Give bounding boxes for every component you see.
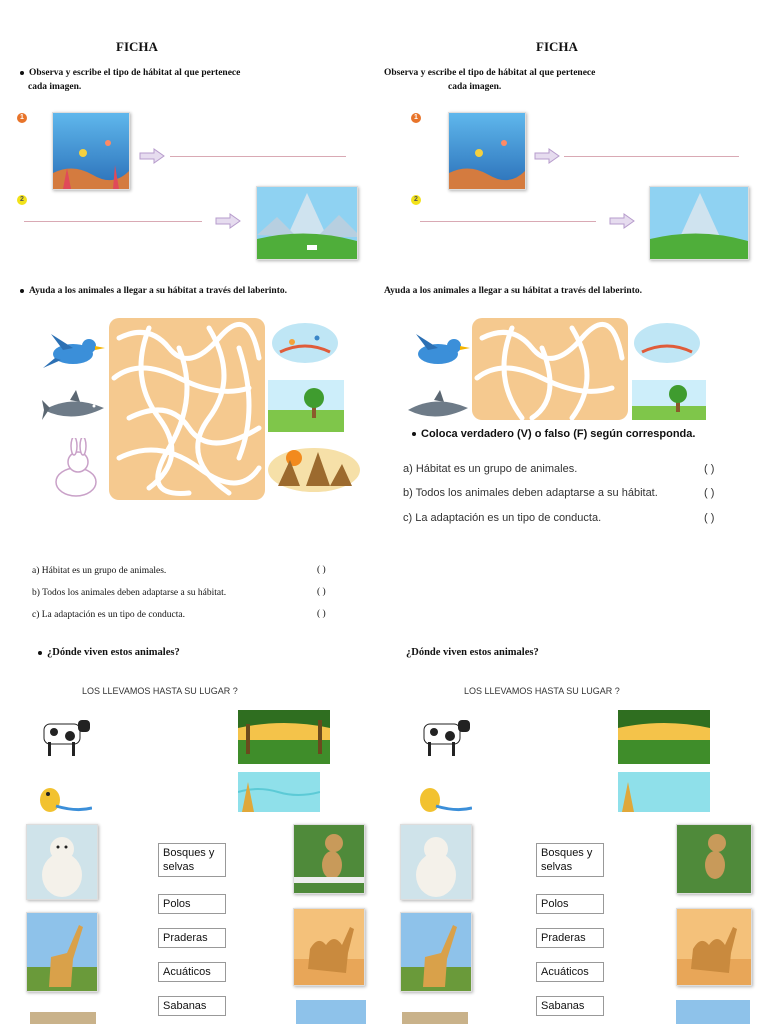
maze[interactable] bbox=[109, 318, 265, 500]
number-badge-2: 2 bbox=[17, 195, 27, 205]
statement-b: b) Todos los animales deben adaptarse a su hábitat. bbox=[403, 487, 658, 499]
instruction-text: Observa y escribe el tipo de hábitat al que pertenece bbox=[29, 68, 241, 78]
write-line[interactable] bbox=[170, 156, 346, 157]
animal-image-partial bbox=[676, 1000, 750, 1024]
polar-bear-image bbox=[26, 824, 98, 900]
bullet-icon bbox=[20, 289, 24, 293]
answer-box-a[interactable]: ( ) bbox=[704, 463, 715, 475]
statement-a: a) Hábitat es un grupo de animales. bbox=[403, 463, 578, 475]
mountain-image bbox=[649, 186, 749, 260]
ocean-habitat-image bbox=[634, 322, 700, 364]
label-polos[interactable]: Polos bbox=[536, 894, 604, 914]
write-line[interactable] bbox=[420, 221, 596, 222]
meadow-image bbox=[268, 380, 344, 432]
number-badge-1: 1 bbox=[411, 113, 421, 123]
number-badge-2: 2 bbox=[411, 195, 421, 205]
ocean-habitat-image bbox=[272, 322, 338, 364]
worksheet-title: FICHA bbox=[116, 39, 158, 54]
label-praderas[interactable]: Praderas bbox=[536, 928, 604, 948]
cow-icon bbox=[38, 712, 92, 760]
label-sabanas[interactable]: Sabanas bbox=[536, 996, 604, 1016]
instruction-maze bbox=[20, 284, 287, 298]
camel-image bbox=[676, 908, 752, 986]
label-polos[interactable]: Polos bbox=[158, 894, 226, 914]
bird-icon bbox=[408, 328, 470, 374]
instruction-text-2: cada imagen. bbox=[28, 82, 82, 92]
maze[interactable] bbox=[472, 318, 628, 420]
bullet-icon bbox=[38, 651, 42, 655]
mountain-image bbox=[256, 186, 358, 260]
statement-c: c) La adaptación es un tipo de conducta. bbox=[32, 610, 185, 620]
forest-image bbox=[238, 710, 330, 764]
desert-image bbox=[268, 442, 360, 492]
water-image bbox=[238, 772, 320, 812]
bullet-icon bbox=[20, 71, 24, 75]
write-line[interactable] bbox=[564, 156, 739, 157]
statement-b: b) Todos los animales deben adaptarse a su hábitat. bbox=[32, 588, 227, 598]
bird-icon bbox=[43, 328, 105, 374]
question-where-live bbox=[38, 646, 180, 660]
instruction-text-2: cada imagen. bbox=[448, 82, 502, 92]
number-badge-1: 1 bbox=[17, 113, 27, 123]
rabbit-icon bbox=[50, 438, 102, 500]
giraffe-image bbox=[26, 912, 98, 992]
forest-image bbox=[618, 710, 710, 764]
parrot-icon bbox=[36, 782, 92, 814]
cow-icon bbox=[418, 712, 472, 760]
monkey-image bbox=[293, 824, 365, 894]
arrow-right-icon bbox=[534, 148, 560, 164]
arrow-right-icon bbox=[609, 213, 635, 229]
parrot-icon bbox=[416, 782, 472, 814]
label-acuaticos[interactable]: Acuáticos bbox=[536, 962, 604, 982]
instruction-text: Coloca verdadero (V) o falso (F) según corresponda. bbox=[421, 428, 696, 440]
instruction-true-false bbox=[412, 428, 695, 440]
instruction-text: Ayuda a los animales a llegar a su hábitat a través del laberinto. bbox=[29, 286, 288, 296]
ocean-image bbox=[52, 112, 130, 190]
monkey-image bbox=[676, 824, 752, 894]
label-praderas[interactable]: Praderas bbox=[158, 928, 226, 948]
label-bosques-y-selvas[interactable]: Bosques y selvas bbox=[158, 843, 226, 877]
answer-box-b[interactable]: ( ) bbox=[317, 587, 326, 597]
instruction-maze: Ayuda a los animales a llegar a su hábitat a través del laberinto. bbox=[384, 286, 643, 296]
polar-bear-image bbox=[400, 824, 472, 900]
instruction-observe bbox=[20, 66, 240, 94]
statement-c: c) La adaptación es un tipo de conducta. bbox=[403, 512, 602, 524]
giraffe-image bbox=[400, 912, 472, 992]
statement-a: a) Hábitat es un grupo de animales. bbox=[32, 566, 167, 576]
worksheet-title: FICHA bbox=[536, 39, 578, 54]
animal-image-partial bbox=[402, 1012, 468, 1024]
label-bosques-y-selvas[interactable]: Bosques y selvas bbox=[536, 843, 604, 877]
instruction-observe bbox=[384, 66, 595, 94]
label-acuaticos[interactable]: Acuáticos bbox=[158, 962, 226, 982]
arrow-right-icon bbox=[215, 213, 241, 229]
question-where-live: ¿Dónde viven estos animales? bbox=[406, 647, 539, 658]
animal-image-partial bbox=[30, 1012, 96, 1024]
answer-box-a[interactable]: ( ) bbox=[317, 565, 326, 575]
matching-banner: LOS LLEVAMOS HASTA SU LUGAR ? bbox=[464, 686, 620, 696]
water-image bbox=[618, 772, 710, 812]
instruction-text: Observa y escribe el tipo de hábitat al que pertenece bbox=[384, 68, 596, 78]
animal-image-partial bbox=[296, 1000, 366, 1024]
worksheet-right bbox=[384, 0, 768, 1024]
shark-icon bbox=[42, 390, 106, 428]
answer-box-b[interactable]: ( ) bbox=[704, 487, 715, 499]
arrow-right-icon bbox=[139, 148, 165, 164]
question-text: ¿Dónde viven estos animales? bbox=[47, 647, 180, 658]
meadow-image bbox=[632, 380, 706, 420]
camel-image bbox=[293, 908, 365, 986]
bullet-icon bbox=[412, 432, 416, 436]
answer-box-c[interactable]: ( ) bbox=[704, 512, 715, 524]
matching-banner: LOS LLEVAMOS HASTA SU LUGAR ? bbox=[82, 686, 238, 696]
answer-box-c[interactable]: ( ) bbox=[317, 609, 326, 619]
write-line[interactable] bbox=[24, 221, 202, 222]
shark-icon bbox=[406, 390, 470, 422]
label-sabanas[interactable]: Sabanas bbox=[158, 996, 226, 1016]
ocean-image bbox=[448, 112, 526, 190]
